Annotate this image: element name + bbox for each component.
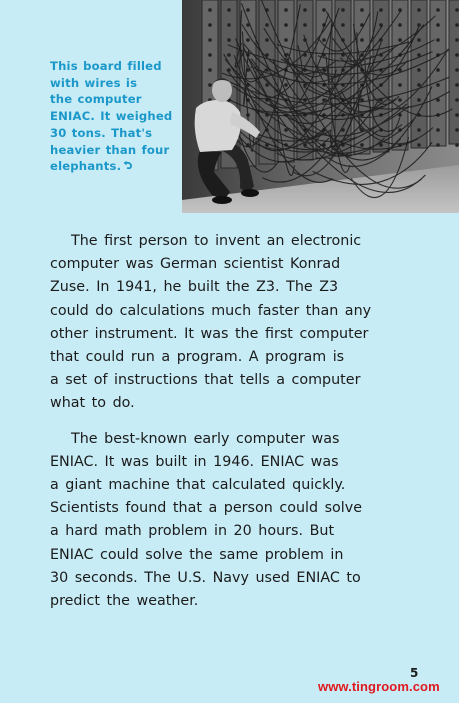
curved-arrow-icon [123, 158, 133, 175]
eniac-photo [182, 0, 459, 213]
paragraph-line: Scientists found that a person could solve [50, 500, 363, 517]
paragraph-line: ENIAC. It was built in 1946. ENIAC was [50, 453, 339, 470]
paragraph [50, 230, 395, 416]
watermark: www.tingroom.com [318, 679, 440, 694]
paragraph-line: predict the weather. [50, 593, 199, 610]
photo-caption [50, 58, 175, 175]
page-number: 5 [410, 666, 419, 680]
paragraph-line: ENIAC could solve the same problem in [50, 546, 344, 563]
caption-line: elephants. [50, 159, 122, 174]
paragraph-line: that could run a program. A program is [50, 349, 345, 366]
paragraph-line: a set of instructions that tells a computer [50, 372, 361, 389]
paragraph-line: could do calculations much faster than any [50, 302, 372, 319]
paragraph-line: a hard math problem in 20 hours. But [50, 523, 335, 540]
caption-line: the computer [50, 92, 142, 107]
article-body [50, 230, 395, 625]
paragraph-line: 30 seconds. The U.S. Navy used ENIAC to [50, 569, 361, 586]
caption-line: ENIAC. It weighed [50, 109, 173, 124]
caption-line: with wires is [50, 75, 138, 90]
caption-line: This board filled [50, 59, 162, 73]
caption-line: 30 tons. That's [50, 125, 153, 140]
paragraph-line: what to do. [50, 395, 135, 412]
paragraph-line: other instrument. It was the first computer [50, 325, 369, 342]
paragraph [50, 428, 395, 614]
paragraph-line: computer was German scientist Konrad [50, 256, 341, 273]
paragraph-line: Zuse. In 1941, he built the Z3. The Z3 [50, 279, 339, 296]
paragraph-line: a giant machine that calculated quickly. [50, 477, 346, 494]
caption-line: heavier than four [50, 142, 170, 157]
paragraph-line: The best-known early computer was [71, 430, 340, 447]
paragraph-line: The first person to invent an electronic [71, 233, 362, 249]
